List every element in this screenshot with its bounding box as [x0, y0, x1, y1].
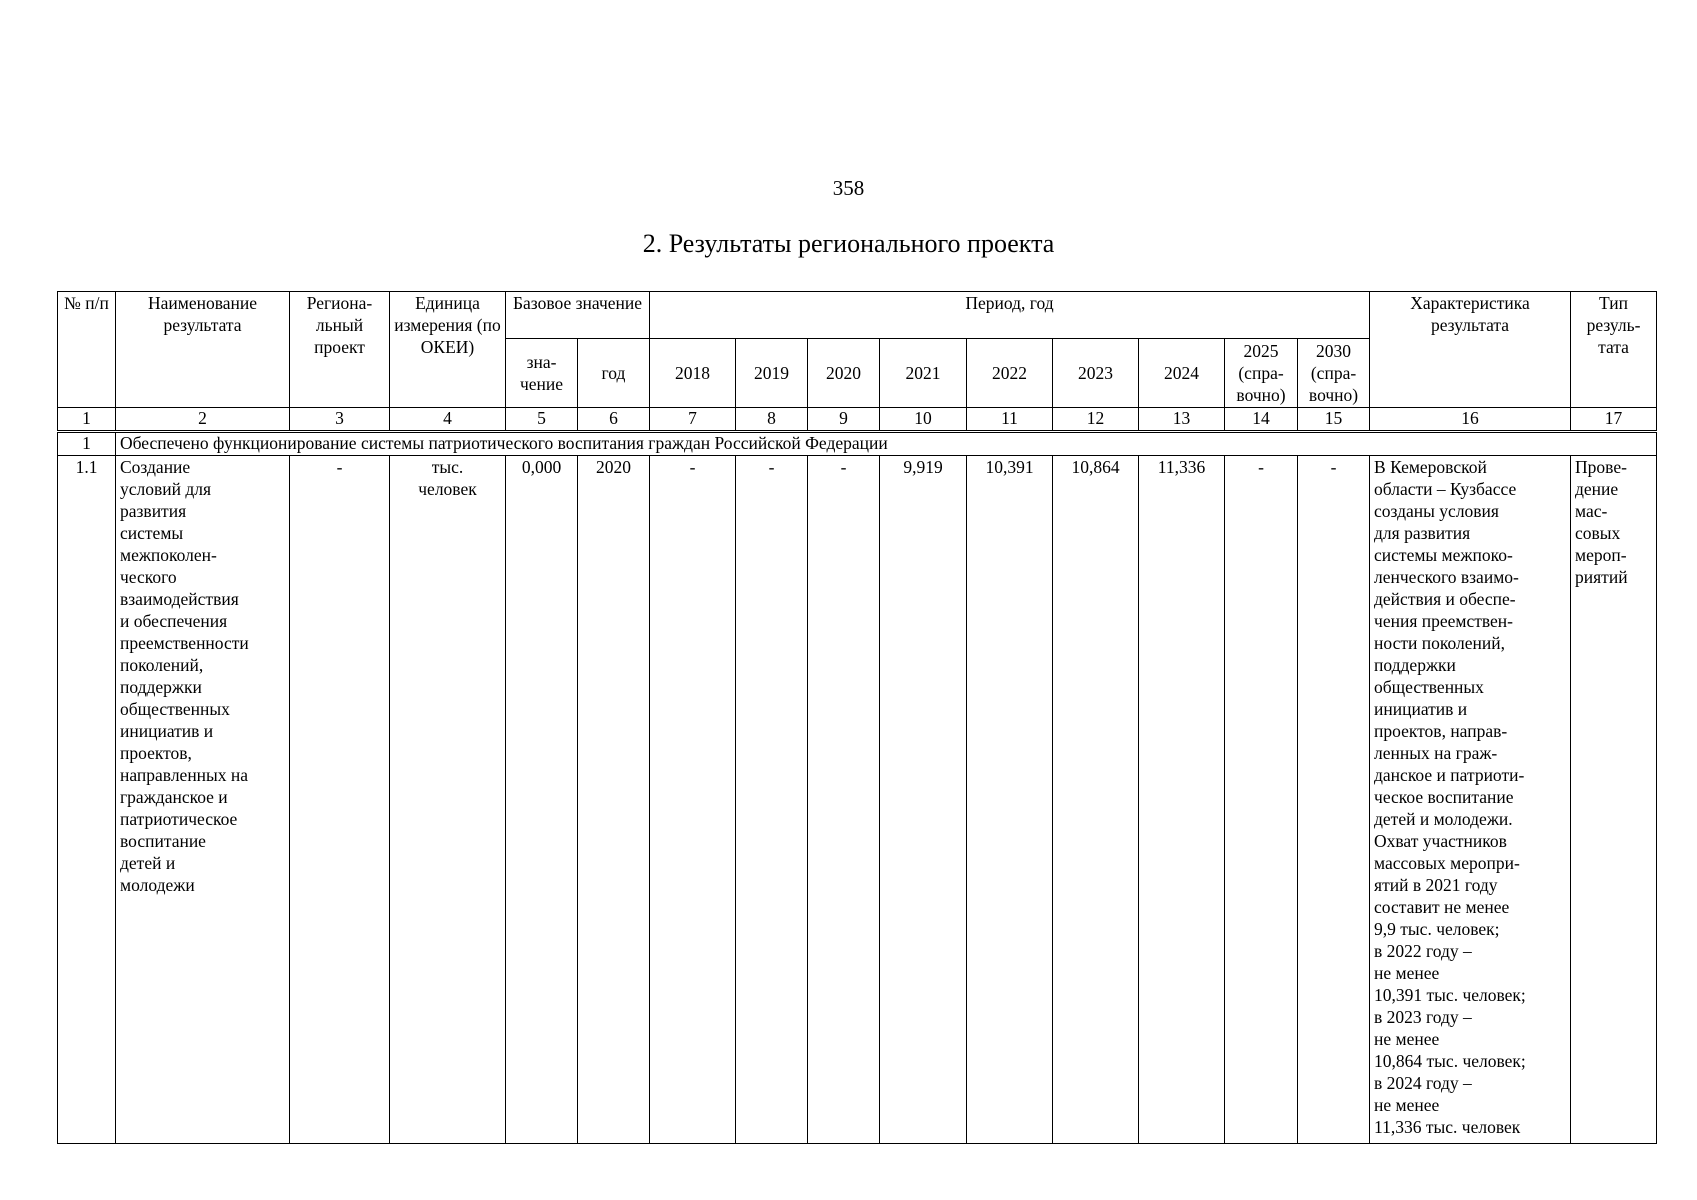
header-year: 2024 [1139, 339, 1225, 408]
header-year: 2020 [808, 339, 880, 408]
header-year: 2025 (спра- вочно) [1225, 339, 1298, 408]
header-period: Период, год [650, 292, 1370, 339]
row-type: Прове- дение мас- совых мероп- риятий [1571, 456, 1657, 1144]
header-year: 2030 (спра- вочно) [1298, 339, 1370, 408]
row-value-2024: 11,336 [1139, 456, 1225, 1144]
column-number: 3 [290, 408, 390, 432]
section-row [58, 432, 1657, 456]
column-number: 4 [390, 408, 506, 432]
header-num: № п/п [58, 292, 116, 408]
column-number: 15 [1298, 408, 1370, 432]
header-base-value: Базовое значение [506, 292, 650, 339]
column-number: 6 [578, 408, 650, 432]
row-value-2030: - [1298, 456, 1370, 1144]
header-year: 2021 [880, 339, 967, 408]
row-base-value: 0,000 [506, 456, 578, 1144]
column-number: 16 [1370, 408, 1571, 432]
column-number: 8 [736, 408, 808, 432]
row-unit: тыс. человек [390, 456, 506, 1144]
row-value-2022: 10,391 [967, 456, 1053, 1144]
column-number: 17 [1571, 408, 1657, 432]
header-characteristic: Характеристика результата [1370, 292, 1571, 408]
header-regional-project: Региона- льный проект [290, 292, 390, 408]
column-number: 13 [1139, 408, 1225, 432]
row-num: 1.1 [58, 456, 116, 1144]
row-regional-project: - [290, 456, 390, 1144]
row-value-2025: - [1225, 456, 1298, 1144]
column-number: 11 [967, 408, 1053, 432]
header-year: 2018 [650, 339, 736, 408]
row-value-2023: 10,864 [1053, 456, 1139, 1144]
header-year: 2023 [1053, 339, 1139, 408]
column-number: 2 [116, 408, 290, 432]
column-number: 9 [808, 408, 880, 432]
header-row-1 [58, 292, 1657, 339]
column-number: 14 [1225, 408, 1298, 432]
header-year: 2022 [967, 339, 1053, 408]
row-base-year: 2020 [578, 456, 650, 1144]
table-row [58, 456, 1657, 1144]
page-number: 358 [832, 176, 865, 200]
header-base-value-year: год [578, 339, 650, 408]
header-type: Тип резуль- тата [1571, 292, 1657, 408]
header-unit: Единица измерения (по ОКЕИ) [390, 292, 506, 408]
section-title: Обеспечено функционирование системы патриотического воспитания граждан Российской Федерации [116, 432, 1657, 456]
row-value-2021: 9,919 [880, 456, 967, 1144]
column-number: 10 [880, 408, 967, 432]
page-title: 2. Результаты регионального проекта [642, 229, 1055, 258]
column-number: 12 [1053, 408, 1139, 432]
header-name: Наименование результата [116, 292, 290, 408]
row-value-2019: - [736, 456, 808, 1144]
section-num: 1 [58, 432, 116, 456]
column-number: 7 [650, 408, 736, 432]
results-table [57, 291, 1657, 1144]
row-name: Создание условий для развития системы межпоколен- ческого взаимодействия и обеспечения преемственности поколений, поддержки общественных инициатив и проектов, направленных на гражданское и патриотическое воспитание детей и молодежи [116, 456, 290, 1144]
column-number: 5 [506, 408, 578, 432]
column-number-row [58, 408, 1657, 432]
header-base-value-value: зна- чение [506, 339, 578, 408]
row-value-2020: - [808, 456, 880, 1144]
header-year: 2019 [736, 339, 808, 408]
row-characteristic: В Кемеровской области – Кузбассе созданы условия для развития системы межпоко- ленческого взаимо- действия и обеспе- чения преемствен- ности поколений, поддержки общественных инициатив и проектов, направ- ленных на граж- данское и патриоти- ческое воспитание детей и молодежи. Охват участников массовых меропри- ятий в 2021 году составит не менее 9,9 тыс. человек; в 2022 году – не менее 10,391 тыс. человек; в 2023 году – не менее 10,864 тыс. человек; в 2024 году – не менее 11,336 тыс. человек [1370, 456, 1571, 1144]
row-value-2018: - [650, 456, 736, 1144]
column-number: 1 [58, 408, 116, 432]
